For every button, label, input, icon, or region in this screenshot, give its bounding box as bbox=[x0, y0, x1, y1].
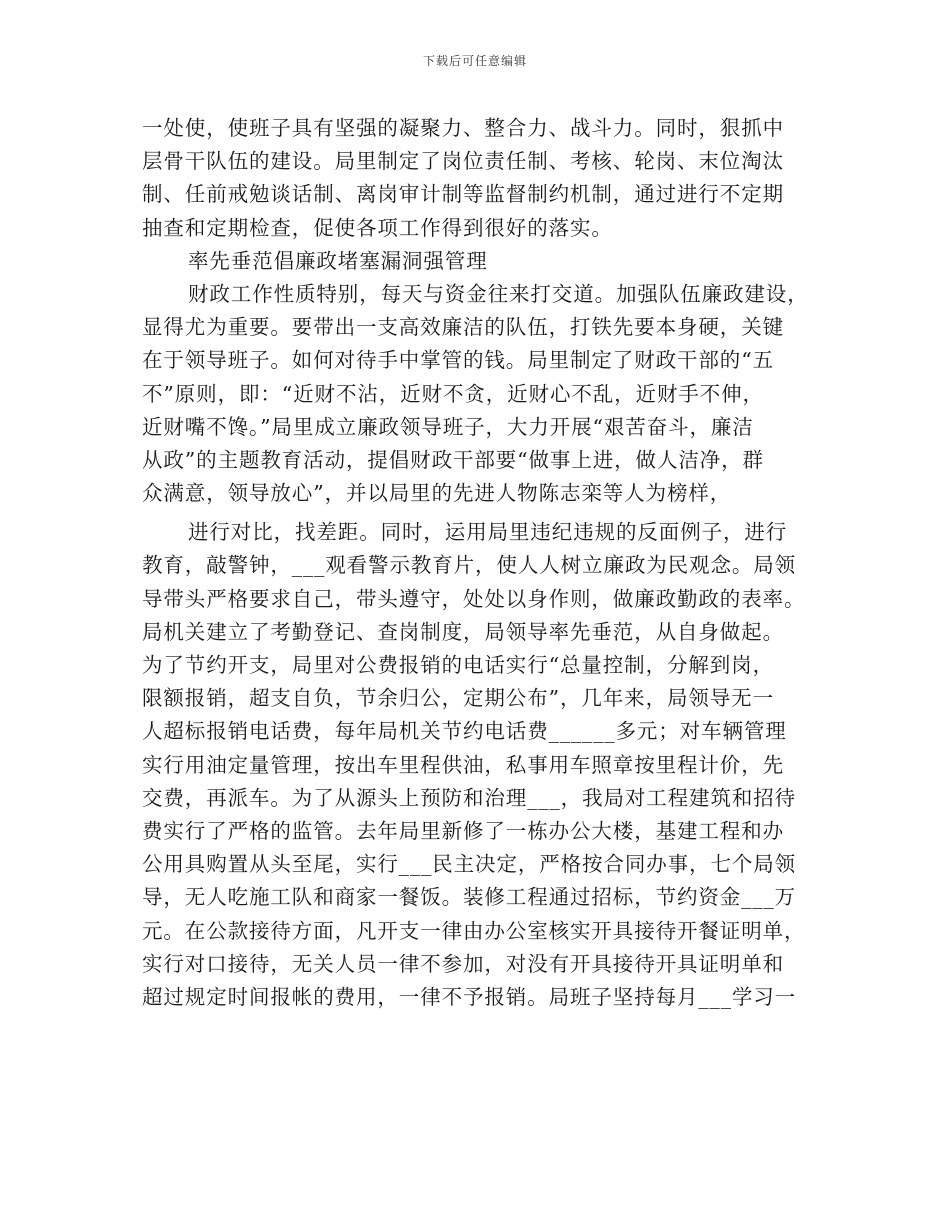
page-header: 下载后可任意编辑 bbox=[422, 54, 527, 68]
text-line: 限额报销，超支自负，节余归公，定期公布”，几年来，局领导无一 bbox=[142, 686, 774, 711]
text-line: 实行用油定量管理，按出车里程供油，私事用车照章按里程计价，先 bbox=[142, 752, 784, 777]
text-line: 在于领导班子。如何对待手中掌管的钱。局里制定了财政干部的“五 bbox=[142, 348, 774, 373]
text-line: 导带头严格要求自己，带头遵守，处处以身作则，做廉政勤政的表率。 bbox=[142, 586, 806, 611]
text-line: 一处使，使班子具有坚强的凝聚力、整合力、战斗力。同时，狠抓中 bbox=[142, 116, 784, 140]
text-line: 近财嘴不馋。”局里成立廉政领导班子，大力开展“艰苦奋斗，廉洁 bbox=[142, 414, 754, 439]
text-line: 局机关建立了考勤登记、查岗制度，局领导率先垂范，从自身做起。 bbox=[142, 619, 784, 644]
text-line: 为了节约开支，局里对公费报销的电话实行“总量控制，分解到岗， bbox=[142, 653, 774, 677]
text-line: 教育，敲警钟，___观看警示教育片，使人人树立廉政为民观念。局领 bbox=[142, 553, 797, 578]
text-line: 众满意，领导放心”，并以局里的先进人物陈志栾等人为榜样， bbox=[142, 481, 732, 506]
text-line: 率先垂范倡廉政堵塞漏洞强管理 bbox=[188, 248, 488, 273]
text-line: 抽查和定期检查，促使各项工作得到很好的落实。 bbox=[142, 215, 613, 240]
document-body bbox=[142, 112, 822, 1014]
text-line: 超过规定时间报帐的费用，一律不予报销。局班子坚持每月___学习一 bbox=[142, 984, 797, 1009]
text-line: 从政”的主题教育活动，提倡财政干部要“做事上进，做人洁净，群 bbox=[142, 447, 764, 472]
text-line: 公用具购置从头至尾，实行___民主决定，严格按合同办事，七个局领 bbox=[142, 852, 797, 877]
text-line: 层骨干队伍的建设。局里制定了岗位责任制、考核、轮岗、末位淘汰 bbox=[142, 149, 784, 174]
text-line: 元。在公款接待方面，凡开支一律由办公室核实开具接待开餐证明单， bbox=[142, 918, 806, 943]
text-line: 制、任前戒勉谈话制、离岗审计制等监督制约机制，通过进行不定期 bbox=[142, 182, 784, 207]
text-line: 不”原则，即：“近财不沾，近财不贪，近财心不乱，近财手不伸， bbox=[142, 381, 764, 406]
text-line: 实行对口接待，无关人员一律不参加，对没有开具接待开具证明单和 bbox=[142, 951, 784, 976]
text-line: 财政工作性质特别，每天与资金往来打交道。加强队伍廉政建设， bbox=[188, 281, 809, 306]
text-line: 交费，再派车。为了从源头上预防和治理___，我局对工程建筑和招待 bbox=[142, 785, 797, 810]
text-line: 人超标报销电话费，每年局机关节约电话费______多元；对车辆管理 bbox=[142, 719, 787, 744]
text-line: 费实行了严格的监管。去年局里新修了一栋办公大楼，基建工程和办 bbox=[142, 818, 784, 843]
text-line: 进行对比，找差距。同时，运用局里违纪违规的反面例子，进行 bbox=[188, 520, 788, 545]
text-line: 显得尤为重要。要带出一支高效廉洁的队伍，打铁先要本身硬，关键 bbox=[142, 315, 784, 340]
text-line: 导，无人吃施工队和商家一餐饭。装修工程通过招标，节约资金___万 bbox=[142, 885, 797, 910]
